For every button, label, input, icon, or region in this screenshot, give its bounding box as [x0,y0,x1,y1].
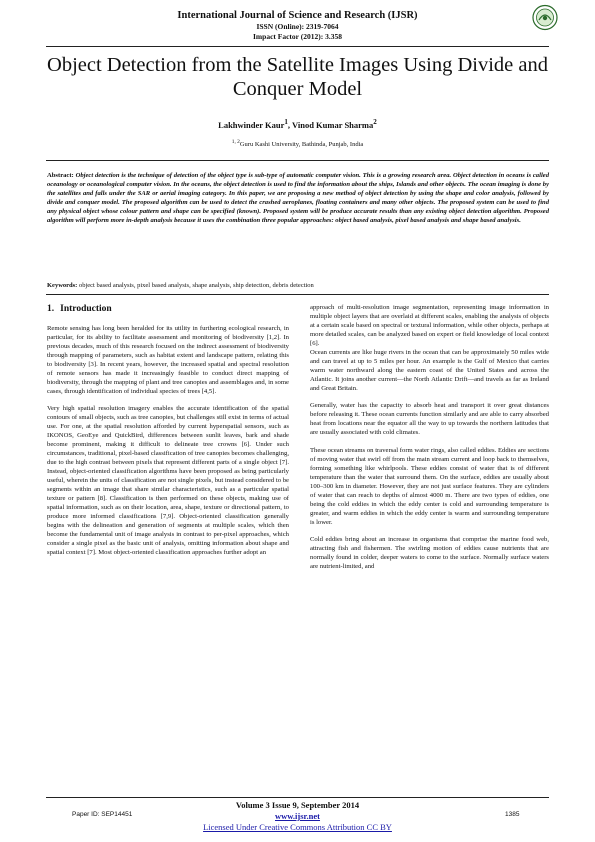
author-1-sup: 1 [284,118,288,126]
issn: ISSN (Online): 2319-7064 [256,22,339,31]
affiliation-sup: 1, 2 [231,139,240,145]
paragraph: Remote sensing has long been heralded for its utility in furthering ecological research, in particular, for its ability to facilitate assessment and monitoring of biodiversity [1,2]. In previous decades, much of this research focused on the indirect assessment of biodiversity through mapping of parameters, such as habitat extent and landscape pattern, relating this to biodiversity [3]. In recent years, however, the increased spatial and spectral resolution of remote sensors has made it increasingly feasible to conduct direct mapping of biodiversity, through the mapping of plant and tree canopies and assemblages and, in some cases, through identification of individual species of trees [4,5]. [47,325,289,395]
volume-issue: Volume 3 Issue 9, September 2014 [235,800,360,810]
paragraph: Generally, water has the capacity to absorb heat and transport it over great distances before releasing it. These ocean currents function similarly and are able to carry absorbed heat from locations near the equator all the way to up towards the northern latitudes that are usually associated with cold climates. [310,402,549,437]
journal-url-link[interactable]: www.ijsr.net [274,811,321,821]
ijsr-logo [532,4,558,31]
keywords-label: Keywords: [47,282,78,289]
footer-rule [46,797,549,798]
abstract [47,171,549,226]
page-number: 1385 [505,811,520,818]
author-2: Vinod Kumar Sharma [292,119,374,130]
impact-factor: Impact Factor (2012): 3.358 [252,32,342,41]
paper-id: Paper ID: SEP14451 [72,811,133,818]
right-column [310,304,549,572]
paragraph: Very high spatial resolution imagery enables the accurate identification of the spatial contours of small objects, such as tree canopies, but challenges still exist in terms of actual use. For one, at the spatial resolution afforded by current hyperspatial sensors, such as IKONOS, GeoEye and QuickBird, differences between sunlit leaves, bark and shade become prominent, making it difficult to delineate tree crowns [6]. Under such circumstances, traditional, pixel-based classification of tree canopies becomes challenging, due to the high contrast between pixels that represent different parts of a single object [7]. Instead, object-oriented classification algorithms have been proposed as being particularly useful, wherein the units of classification are not single pixels, but instead considered to be segments within an image that share similar characteristics, such as a particular spatial texture or pattern [8]. Classification is then performed on these objects, making use of spatial information, such as on their location, area, shape, texture or directional pattern, to produce more informed classifications [7,9]. Object-oriented classification generally begins with the delineation and generation of segments at multiple scales, which then become the fundamental unit of image analysis in contrast to per-pixel approaches, which consider a single pixel as the basic unit of analysis, omitting information about shape and spatial context [7]. Most object-oriented classification approaches further adopt an [47,405,289,556]
paragraph: approach of multi-resolution image segmentation, representing image information in multiple object layers that are overlaid at different scales, enabling the analysis of objects at a certain scale based on spectral or textural information, while other objects, perhaps at more detailed scales, can be analyzed based on expert or field knowledge of local context [6]. [310,304,549,347]
paragraph: These ocean streams on traversal form water rings, also called eddies. Eddies are sections of moving water that swirl off from the main stream current and loop back to themselves, forming something like whirlpools. These eddies consist of water that is of different temperature than the water that surround them. On the surface, eddies are usually about 100–300 km in diameter. However, they are not just surface features. They are cylinders of water that can reach to depths of almost 4000 m. There are two types of eddies, one being the cold eddies in which the eddy center is cold and surrounding temperature is greater, and warm eddies in which the eddy center is warm and surrounding temperature is lower. [310,446,549,526]
journal-name: International Journal of Science and Research (IJSR) [177,10,418,21]
section-title: Introduction [60,304,112,314]
paper-title: Object Detection from the Satellite Images Using Divide and Conquer Model [47,54,548,100]
section-number: 1. [47,304,55,314]
affiliation-text: Guru Kashi University, Bathinda, Punjab, India [239,141,364,149]
affiliation [0,139,595,148]
abstract-label: Abstract: [47,172,74,179]
keywords-rule [46,294,549,295]
author-2-sup: 2 [373,118,377,126]
keywords [47,282,549,289]
author-line [0,118,595,130]
abstract-text: Object detection is the technique of detection of the object type is sub-type of automatic computer vision. This is a growing research area. Object detection in oceans is called oceanology or oceanological computer vision. In the oceans, the object detection is used to find the information about the ships, Islands and other objects. The ocean imaging is done by the satellites and falls under the SAR or aerial imaging category. In this paper, we are proposing a new method of object detection by using the shape and color analysis, followed by divide and conquer model. The proposed algorithm can be used to detect the crashed aeroplanes, floating containers and many other objects. The proposed system can be used to find any physical object whose colour pattern and shape can be specified (known). Proposed system will be produce accurate results than any existing object detection algorithm. Proposed algorithm will perform more in-depth analysis because it uses the combination three popular approaches: object based analysis, pixel based analysis and shape based analysis. [47,172,549,225]
keywords-text: object based analysis, pixel based analysis, shape analysis, ship detection, debris detection [77,282,314,289]
paragraph: Ocean currents are like huge rivers in the ocean that can be approximately 50 miles wide and can travel at up to 5 miles per hour. An example is the Gulf of Mexico that carries warm water northward along the eastern coast of the United States and across the Atlantic. It joins another current—the North Atlantic Drift—and travels as far as Ireland and Great Britain. [310,348,549,392]
paragraph: Cold eddies bring about an increase in organisms that comprise the marine food web, attracting fish and fishermen. The swirling motion of eddies cause nutrients that are normally found in colder, deeper waters to come to the surface. Normally surface waters are nutrient-limited, and [310,536,549,571]
left-column [47,304,289,558]
abstract-top-rule [46,160,549,161]
section-heading [47,304,289,315]
header-rule [46,46,549,47]
author-1: Lakhwinder Kaur [218,119,285,130]
journal-header [0,10,595,42]
license-link[interactable]: Licensed Under Creative Commons Attribution CC BY [203,822,392,832]
author-separator: , [287,119,293,130]
